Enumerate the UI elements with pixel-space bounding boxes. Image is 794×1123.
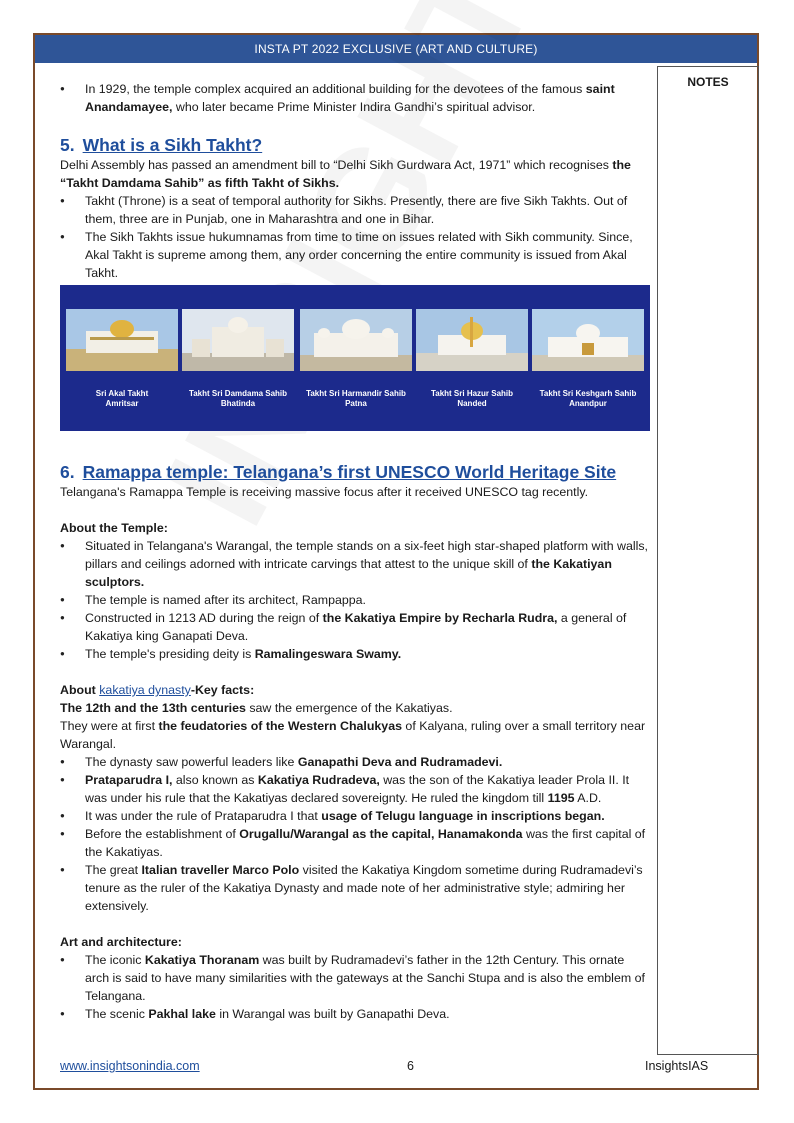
takht-card (182, 309, 294, 409)
list-item: ● The Sikh Takhts issue hukumnamas from time to time on issues related with Sikh community. Since, Akal Takht is supreme among them, any order concerning the entire community is issued from Akal Takht. (60, 228, 648, 282)
section-6-title: 6. Ramappa temple: Telangana’s first UNESCO World Heritage Site (60, 462, 617, 482)
website-link[interactable]: www.insightsonindia.com (60, 1059, 200, 1073)
notes-label: NOTES (687, 75, 729, 89)
takht-caption: Takht Sri Hazur Sahib Nanded (430, 389, 514, 408)
takht-photo (182, 309, 294, 371)
list-item: ● In 1929, the temple complex acquired an additional building for the devotees of the famous saint Anandamayee, who later became Prime Minister Indira Gandhi’s spiritual advisor. (60, 80, 648, 116)
takht-caption: Takht Sri Keshgarh Sahib Anandpur (539, 389, 637, 408)
list-item: ● It was under the rule of Prataparudra I that usage of Telugu language in inscriptions began. (60, 807, 648, 825)
main-content (60, 80, 648, 1023)
kakatiya-heading: About kakatiya dynasty-Key facts: (60, 683, 255, 697)
takht-card (66, 309, 178, 409)
section-5-paragraph: Delhi Assembly has passed an amendment bill to “Delhi Sikh Gurdwara Act, 1971” which recognises the “Takht Damdama Sahib” as fifth Takht of Sikhs. (60, 158, 631, 190)
list-item: ● Prataparudra I, also known as Kakatiya Rudradeva, was the son of the Kakatiya leader Prola II. It was under his rule that the Kakatiyas declared sovereignty. He ruled the kingdom till 1195 A.D. (60, 771, 648, 807)
list-item: ● The temple is named after its architect, Rampappa. (60, 591, 648, 609)
list-item: ● The dynasty saw powerful leaders like Ganapathi Deva and Rudramadevi. (60, 753, 648, 771)
takht-photo (300, 309, 412, 371)
takht-photo (532, 309, 644, 371)
section-6-intro: Telangana's Ramappa Temple is receiving massive focus after it received UNESCO tag recently. (60, 485, 589, 499)
list-item: ● The scenic Pakhal lake in Warangal was built by Ganapathi Deva. (60, 1005, 648, 1023)
list-item: ● The temple's presiding deity is Ramalingeswara Swamy. (60, 645, 648, 663)
takht-caption: Takht Sri Damdama Sahib Bhatinda (188, 389, 288, 408)
about-temple-heading: About the Temple: (60, 521, 168, 535)
list-item: ● The iconic Kakatiya Thoranam was built by Rudramadevi’s father in the 12th Century. This ornate arch is said to have many similarities with the gateways at the Sanchi Stupa and is also the emblem of Telangana. (60, 951, 648, 1005)
list-item: ● Constructed in 1213 AD during the reign of the Kakatiya Empire by Recharla Rudra, a general of Kakatiya king Ganapati Deva. (60, 609, 648, 645)
art-architecture-heading: Art and architecture: (60, 935, 182, 949)
takht-caption: Takht Sri Harmandir Sahib Patna (306, 389, 406, 408)
footer-brand: InsightsIAS (645, 1059, 709, 1073)
takhts-image (60, 285, 650, 431)
page-number: 6 (407, 1059, 414, 1073)
takht-card (532, 309, 644, 409)
kakatiya-dynasty-link[interactable]: kakatiya dynasty (99, 683, 191, 697)
list-item: ● Takht (Throne) is a seat of temporal authority for Sikhs. Presently, there are five Sikh Takhts. Out of them, three are in Punjab, one in Maharashtra and one in Bihar. (60, 192, 648, 228)
takht-card (300, 309, 412, 409)
kakatiya-paragraph: They were at first the feudatories of the Western Chalukyas of Kalyana, ruling over a small territory near Warangal. (60, 719, 646, 751)
takht-photo (416, 309, 528, 371)
page-header: INSTA PT 2022 EXCLUSIVE (ART AND CULTURE) (35, 35, 757, 63)
section-5-title: 5. What is a Sikh Takht? (60, 135, 263, 155)
takht-card (416, 309, 528, 409)
notes-column (657, 66, 759, 1055)
takht-caption: Sri Akal Takht Amritsar (95, 389, 149, 408)
list-item: ● Situated in Telangana's Warangal, the temple stands on a six-feet high star-shaped platform with walls, pillars and ceilings adorned with intricate carvings that attest to the unique skill of the Kakatiyan sculptors. (60, 537, 648, 591)
takht-photo (66, 309, 178, 371)
list-item: ● The great Italian traveller Marco Polo visited the Kakatiya Kingdom sometime during Rudramadevi’s tenure as the ruler of the Kakatiya Dynasty and made note of her administrative style; admiring her extensively. (60, 861, 648, 915)
kakatiya-paragraph: The 12th and the 13th centuries saw the emergence of the Kakatiyas. (60, 701, 453, 715)
list-item: ● Before the establishment of Orugallu/Warangal as the capital, Hanamakonda was the first capital of the Kakatiyas. (60, 825, 648, 861)
